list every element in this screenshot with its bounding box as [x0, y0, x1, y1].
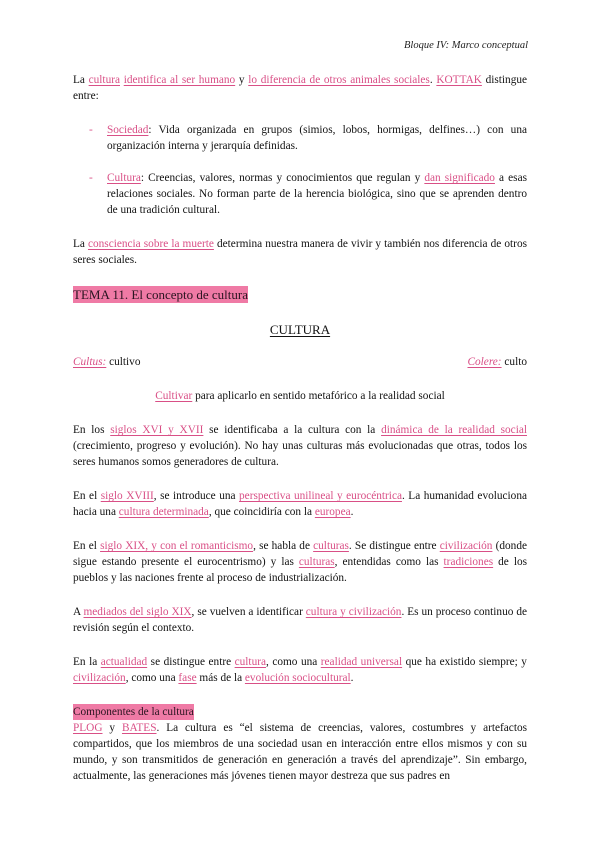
- intro-paragraph: [73, 72, 527, 104]
- link-identifica: identifica al ser humano: [123, 74, 236, 86]
- text: , se introduce una: [153, 490, 240, 502]
- text: . Se distingue entre: [348, 540, 440, 552]
- section-heading: CULTURA: [269, 322, 331, 337]
- link: cultura y civilización: [305, 606, 402, 618]
- paragraph-mediados-xix: [73, 604, 527, 636]
- text: y: [102, 722, 122, 734]
- link: siglo XVIII: [100, 490, 154, 502]
- term-cultus: Cultus:: [73, 356, 107, 368]
- text: .: [350, 672, 354, 684]
- link: civilización: [73, 672, 126, 684]
- paragraph-siglo-xviii: [73, 488, 527, 520]
- text: , se habla de: [253, 540, 314, 552]
- link: dinámica de la realidad social: [381, 424, 527, 436]
- cultivar-line: [73, 388, 527, 404]
- text: que ha existido siempre; y: [402, 656, 527, 668]
- link: tradiciones: [443, 556, 494, 568]
- text: En los: [73, 424, 111, 436]
- link: actualidad: [100, 656, 148, 668]
- text: .: [350, 506, 354, 518]
- text: más de la: [196, 672, 245, 684]
- text: determina nuestra manera de vivir y también nos diferencia de otros seres sociales.: [73, 238, 527, 266]
- link-kottak: KOTTAK: [436, 74, 482, 86]
- list-item-cultura: [73, 170, 527, 218]
- link: fase: [178, 672, 197, 684]
- link: europea: [314, 506, 351, 518]
- etymology-left: [73, 354, 140, 370]
- link: mediados del siglo XIX: [83, 606, 192, 618]
- link: siglo XIX, y con el romanticismo: [100, 540, 254, 552]
- link-consciencia: consciencia sobre la muerte: [88, 238, 214, 250]
- paragraph-siglos-xvi-xvii: [73, 422, 527, 470]
- meaning: cultivo: [106, 356, 141, 368]
- link: evolución sociocultural: [244, 672, 351, 684]
- term-colere: Colere:: [467, 356, 502, 368]
- text: , que coincidiría con la: [208, 506, 315, 518]
- page-content: [73, 72, 527, 784]
- link: civilización: [439, 540, 493, 552]
- link: realidad universal: [320, 656, 403, 668]
- link-dan-significado: dan significado: [424, 172, 495, 184]
- dash-bullet: -: [89, 172, 93, 184]
- term-cultura: Cultura: [107, 172, 141, 184]
- definition-text: : Vida organizada en grupos (simios, lobos, hormigas, delfines…) con una organización interna y jerarquía definidas.: [107, 124, 527, 152]
- text: se distingue entre: [147, 656, 235, 668]
- text: de los pueblos y las naciones frente al proceso de industrialización.: [73, 556, 528, 584]
- text: La: [73, 74, 89, 86]
- text: . La humanidad evoluciona hacia una: [73, 490, 527, 518]
- link: siglos XVI y XVII: [110, 424, 204, 436]
- definition-text: a esas relaciones sociales. No forman parte de la herencia biológica, sino que se aprenden dentro de una tradición cultural.: [107, 172, 527, 216]
- text: , como una: [125, 672, 179, 684]
- text: En el: [73, 490, 101, 502]
- definition-list: [73, 122, 527, 218]
- link: cultura determinada: [118, 506, 209, 518]
- paragraph-siglo-xix: [73, 538, 527, 586]
- definition-text: : Creencias, valores, normas y conocimientos que regulan y: [140, 172, 425, 184]
- text: (donde sigue estando presente el eurocentrismo) y las: [73, 540, 527, 568]
- text: , se vuelven a identificar: [191, 606, 306, 618]
- text: , entendidas como las: [334, 556, 444, 568]
- link: cultura: [234, 656, 266, 668]
- dash-bullet: -: [89, 124, 93, 136]
- link: culturas: [313, 540, 349, 552]
- link-diferencia: lo diferencia de otros animales sociales: [248, 74, 430, 86]
- link-bates: BATES: [121, 722, 157, 734]
- paragraph-actualidad: [73, 654, 527, 686]
- text: .: [429, 74, 437, 86]
- topic-title: TEMA 11. El concepto de cultura: [73, 287, 248, 302]
- text: . Es un proceso continuo de revisión según el contexto.: [73, 606, 527, 634]
- text: La: [73, 238, 88, 250]
- text: A: [73, 606, 84, 618]
- page-header: Bloque IV: Marco conceptual: [403, 40, 528, 51]
- etymology-row: [73, 354, 527, 370]
- term-sociedad: Sociedad: [107, 124, 149, 136]
- components-heading: Componentes de la cultura: [73, 706, 194, 718]
- text: En el: [73, 540, 101, 552]
- link-plog: PLOG: [73, 722, 103, 734]
- list-item-sociedad: [73, 122, 527, 154]
- link: perspectiva unilineal y eurocéntrica: [239, 490, 402, 502]
- components-paragraph: [73, 720, 527, 784]
- text: (crecimiento, progreso y evolución). No hay unas culturas más evolucionadas que otras, todos los seres humanos somos generadores de cultura.: [73, 440, 527, 468]
- text: . La cultura es “el sistema de creencias, valores, costumbres y artefactos compartidos, que los miembros de una sociedad usan en interacción entre ellos mismos y con su mundo, y son transmitidos de generación en generación a través del aprendizaje”. Sin embargo, actualmente, las generaciones más jóvenes tienen mayor destreza que sus padres en: [73, 722, 527, 782]
- meaning: culto: [501, 356, 527, 368]
- text: y: [235, 74, 249, 86]
- link-cultivar: Cultivar: [155, 390, 193, 402]
- text: , como una: [266, 656, 321, 668]
- etymology-right: [467, 354, 527, 370]
- text: se identificaba a la cultura con la: [203, 424, 382, 436]
- link: culturas: [298, 556, 335, 568]
- death-paragraph: [73, 236, 527, 268]
- link-cultura: cultura: [88, 74, 120, 86]
- text: para aplicarlo en sentido metafórico a la realidad social: [192, 390, 445, 402]
- text: En la: [73, 656, 101, 668]
- text: distingue entre:: [73, 74, 528, 102]
